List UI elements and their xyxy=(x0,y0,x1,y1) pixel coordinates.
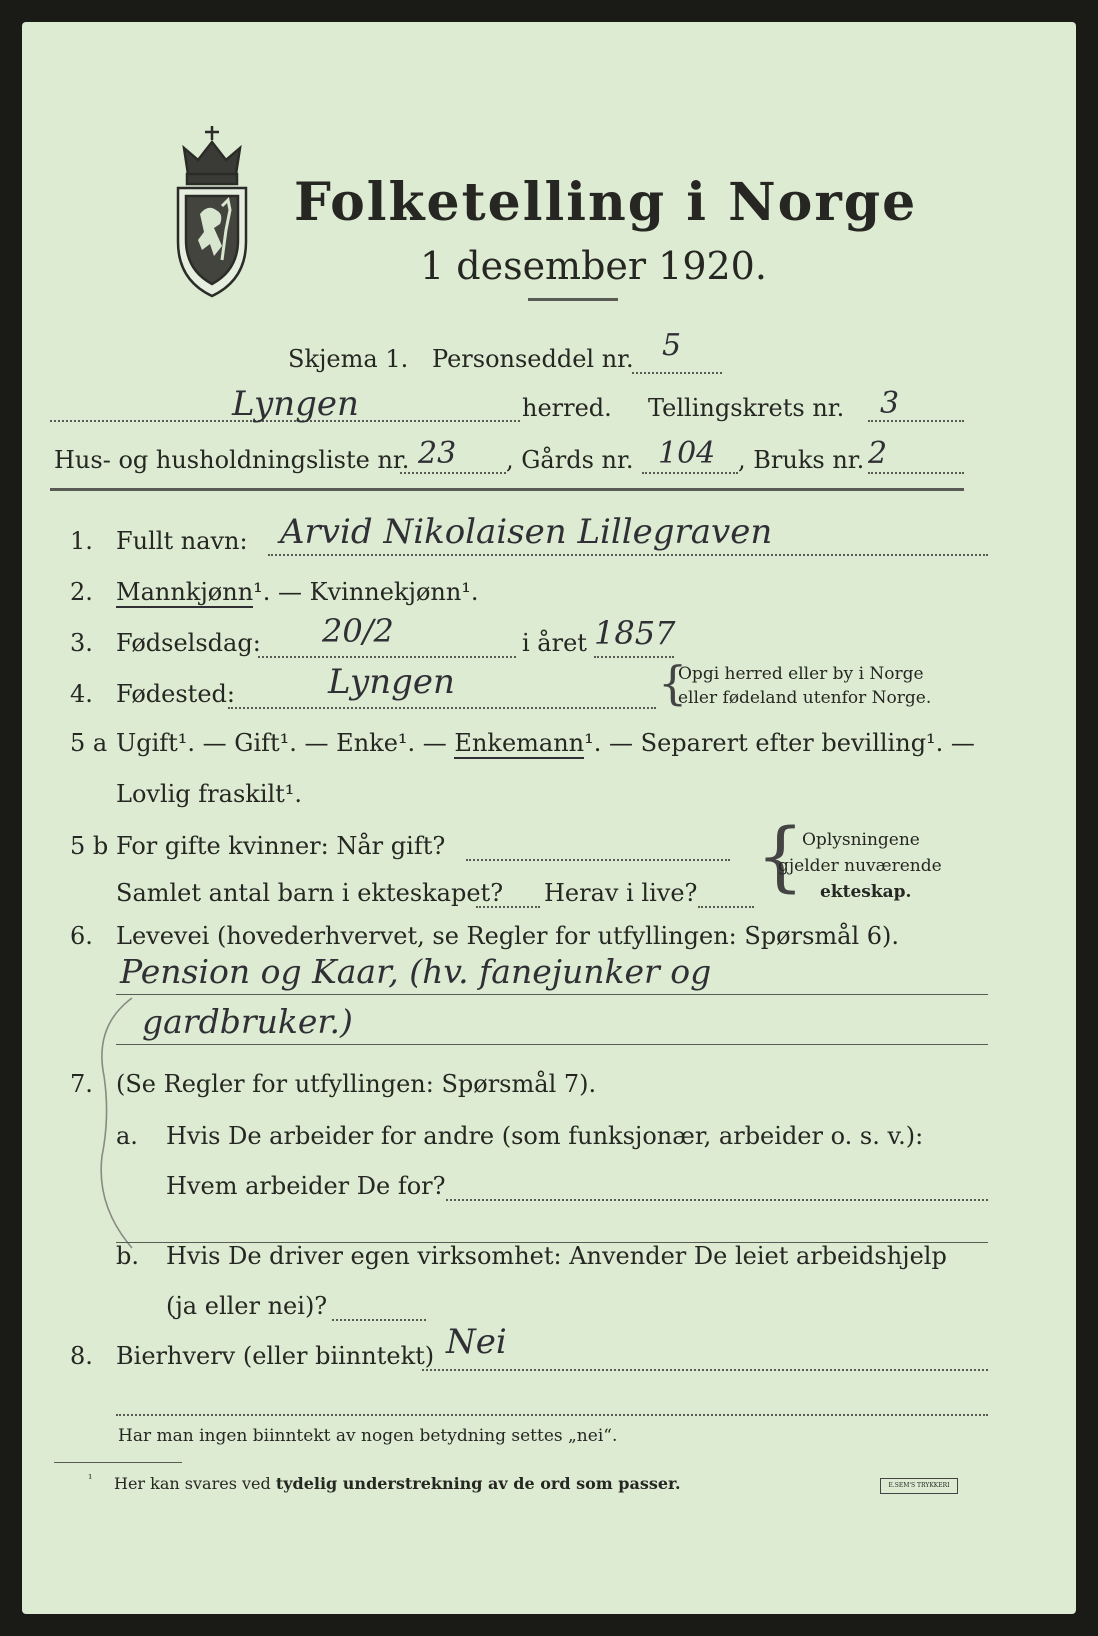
marital-options-after[interactable]: ¹. — Separert efter bevilling¹. — xyxy=(584,729,975,757)
bruks-label: , Bruks nr. xyxy=(738,446,865,474)
personseddel-field[interactable] xyxy=(632,372,722,374)
gender-separator: ¹. — xyxy=(253,578,310,606)
nei-note: Har man ingen biinntekt av nogen betydning settes „nei“. xyxy=(118,1426,618,1446)
q1-label: Fullt navn: xyxy=(116,527,248,555)
q1-number: 1. xyxy=(70,527,93,555)
birthplace-note-line2: eller fødeland utenfor Norge. xyxy=(678,688,932,708)
footnote-marker: ¹ xyxy=(88,1472,93,1485)
husholdningsliste-label: Hus- og husholdningsliste nr. xyxy=(54,446,410,474)
marriage-note-line1: Oplysningene xyxy=(802,830,920,850)
children-total-field[interactable] xyxy=(476,906,540,908)
q7a-text: Hvis De arbeider for andre (som funksjonær, arbeider o. s. v.): xyxy=(166,1122,924,1150)
q6-label: Levevei (hovederhvervet, se Regler for utfyllingen: Spørsmål 6). xyxy=(116,922,900,950)
bruks-field[interactable] xyxy=(868,472,964,474)
footnote xyxy=(114,1474,681,1493)
q5b-children-label: Samlet antal barn i ekteskapet? xyxy=(116,879,504,907)
lovlig-fraskilt-option[interactable]: Lovlig fraskilt¹. xyxy=(116,780,303,808)
q5b-number: 5 b xyxy=(70,832,109,860)
q5a-number: 5 a xyxy=(70,729,108,757)
hired-help-field[interactable] xyxy=(332,1319,426,1321)
enkemann-option[interactable]: Enkemann xyxy=(454,729,585,757)
title-divider xyxy=(528,298,618,301)
personseddel-label: Personseddel nr. xyxy=(432,345,634,373)
birthplace-note-line1: Opgi herred eller by i Norge xyxy=(678,664,924,684)
marital-options-before[interactable]: Ugift¹. — Gift¹. — Enke¹. — xyxy=(116,729,455,757)
tellingskrets-label: Tellingskrets nr. xyxy=(648,394,845,422)
q3-number: 3. xyxy=(70,629,93,657)
occupation-line-2[interactable] xyxy=(116,1044,988,1045)
birthplace-field[interactable] xyxy=(228,707,656,709)
gards-value: 104 xyxy=(658,436,716,471)
q7b-question: (ja eller nei)? xyxy=(166,1292,328,1320)
mannkjonn-option[interactable]: Mannkjønn xyxy=(116,578,254,606)
census-form xyxy=(22,22,1076,1614)
birthday-field[interactable] xyxy=(258,656,516,658)
side-income-field[interactable] xyxy=(422,1369,988,1371)
marital-status xyxy=(116,729,975,757)
husholdningsliste-field[interactable] xyxy=(400,472,506,474)
q7a-number: a. xyxy=(116,1122,138,1150)
marriage-note-brace: { xyxy=(756,811,805,900)
footnote-bold-text: tydelig understrekning av de ord som passer. xyxy=(275,1474,681,1493)
q6-number: 6. xyxy=(70,922,93,950)
full-name-field[interactable] xyxy=(268,554,988,556)
birthplace-note-brace: { xyxy=(658,656,688,710)
q2-gender xyxy=(116,578,479,606)
occupation-line-1[interactable] xyxy=(116,994,988,995)
q5b-married-when-label: For gifte kvinner: Når gift? xyxy=(116,832,446,860)
q4-label: Fødested: xyxy=(116,680,235,708)
married-when-field[interactable] xyxy=(466,859,730,861)
q7b-text: Hvis De driver egen virksomhet: Anvender De leiet arbeidshjelp xyxy=(166,1242,947,1270)
occupation-value-line1: Pension og Kaar, (hv. fanejunker og xyxy=(120,952,712,991)
q4-number: 4. xyxy=(70,680,93,708)
q7-number: 7. xyxy=(70,1070,93,1098)
personseddel-value: 5 xyxy=(662,328,682,363)
footnote-rule xyxy=(54,1462,182,1463)
q7-label: (Se Regler for utfyllingen: Spørsmål 7). xyxy=(116,1070,597,1098)
footnote-text: Her kan svares ved xyxy=(114,1474,276,1493)
tellingskrets-value: 3 xyxy=(880,386,900,421)
schema-label: Skjema 1. xyxy=(288,345,409,373)
birth-year-label: i året xyxy=(522,629,587,657)
census-date: 1 desember 1920. xyxy=(420,244,767,288)
marriage-note-line3: ekteskap. xyxy=(820,882,912,902)
side-income-value: Nei xyxy=(446,1322,507,1362)
husholdningsliste-value: 23 xyxy=(418,436,457,471)
kvinnekjonn-option[interactable]: Kvinnekjønn¹. xyxy=(309,578,479,606)
employer-field[interactable] xyxy=(446,1199,988,1201)
herred-label: herred. xyxy=(522,394,612,422)
q5b-alive-label: Herav i live? xyxy=(544,879,698,907)
gards-field[interactable] xyxy=(642,472,738,474)
q7a-question: Hvem arbeider De for? xyxy=(166,1172,446,1200)
marriage-note-line2: gjelder nuværende xyxy=(778,856,942,876)
q3-label: Fødselsdag: xyxy=(116,629,261,657)
q8-label: Bierhverv (eller biinntekt) xyxy=(116,1342,435,1370)
header-rule xyxy=(50,488,964,491)
q7b-number: b. xyxy=(116,1242,139,1270)
birthplace-value: Lyngen xyxy=(328,662,455,702)
bruks-value: 2 xyxy=(868,436,888,471)
birthday-value: 20/2 xyxy=(322,612,394,650)
children-alive-field[interactable] xyxy=(698,906,754,908)
side-income-line-2[interactable] xyxy=(116,1414,988,1416)
gards-label: , Gårds nr. xyxy=(506,446,634,474)
norwegian-coat-of-arms-icon xyxy=(170,122,254,300)
birth-year-value: 1857 xyxy=(594,614,676,652)
occupation-value-line2: gardbruker.) xyxy=(142,1002,353,1041)
q8-number: 8. xyxy=(70,1342,93,1370)
form-title: Folketelling i Norge xyxy=(294,172,918,233)
q2-number: 2. xyxy=(70,578,93,606)
herred-value: Lyngen xyxy=(232,384,359,424)
printer-stamp: E.SEM'S TRYKKERI xyxy=(880,1478,958,1494)
full-name-value: Arvid Nikolaisen Lillegraven xyxy=(280,512,773,552)
